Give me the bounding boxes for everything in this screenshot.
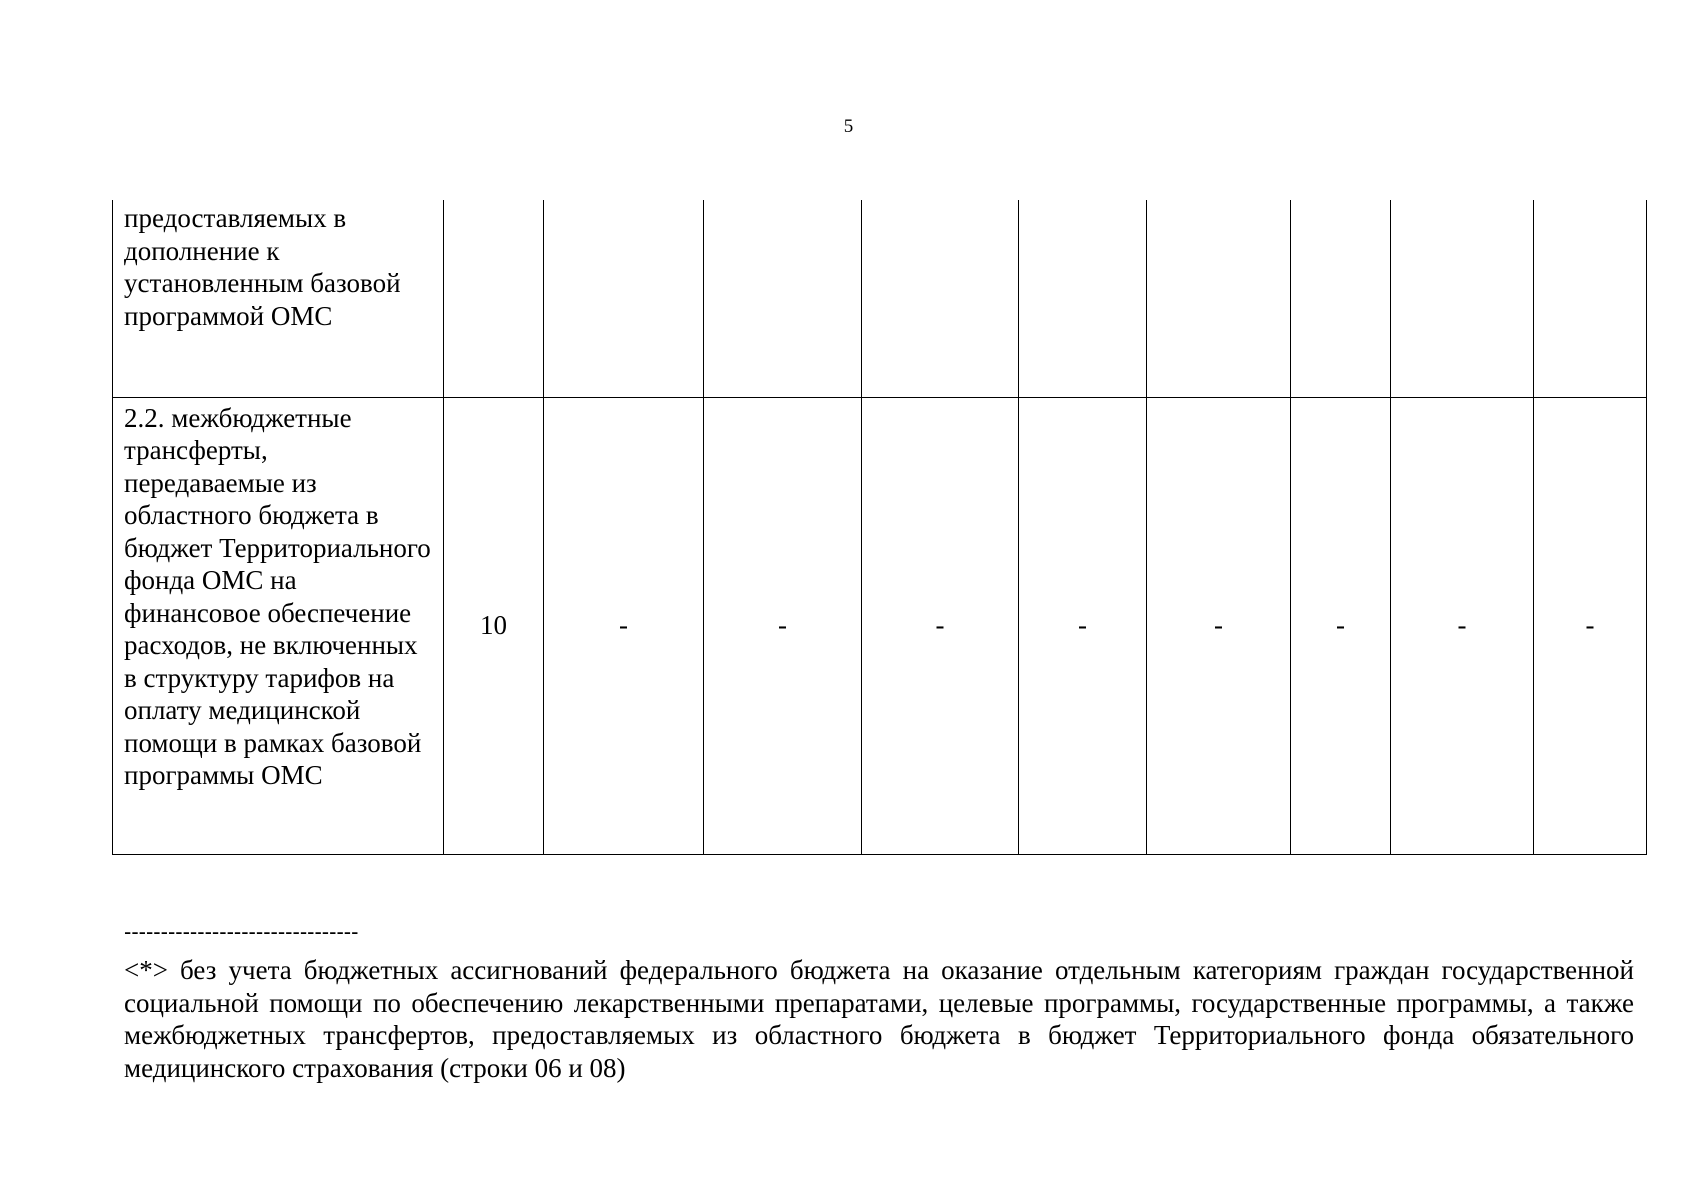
row-code	[444, 200, 544, 397]
table-cell	[862, 200, 1019, 397]
table-cell	[1391, 200, 1534, 397]
footnote-separator: --------------------------------	[124, 919, 359, 944]
row-code: 10	[444, 397, 544, 854]
footnote-text: <*> без учета бюджетных ассигнований федерального бюджета на оказание отдельным категориям граждан государственной социальной помощи по обеспечению лекарственными препаратами, целевые программы, государственные программы, а также межбюджетных трансфертов, предоставляемых из областного бюджета в бюджет Территориального фонда обязательного медицинского страхования (строки 06 и 08)	[124, 955, 1634, 1083]
table-cell: -	[544, 397, 704, 854]
table-cell: -	[862, 397, 1019, 854]
table-cell	[1534, 200, 1647, 397]
table-row	[113, 200, 1647, 397]
data-table	[112, 200, 1647, 855]
page-number: 5	[843, 116, 854, 137]
table-cell: -	[1534, 397, 1647, 854]
table-cell: -	[1391, 397, 1534, 854]
table-cell: -	[1019, 397, 1147, 854]
row-label: 2.2. межбюджетные трансферты, передаваемые из областного бюджета в бюджет Территориального фонда ОМС на финансовое обеспечение расходов, не включенных в структуру тарифов на оплату медицинской помощи в рамках базовой программы ОМС	[113, 397, 444, 854]
table-cell: -	[1291, 397, 1391, 854]
table-cell	[544, 200, 704, 397]
table-cell: -	[1147, 397, 1291, 854]
table-cell	[1147, 200, 1291, 397]
table-cell: -	[704, 397, 862, 854]
table-cell	[1291, 200, 1391, 397]
row-label: предоставляемых в дополнение к установленным базовой программой ОМС	[113, 200, 444, 397]
table-row	[113, 397, 1647, 854]
table-cell	[704, 200, 862, 397]
table-cell	[1019, 200, 1147, 397]
